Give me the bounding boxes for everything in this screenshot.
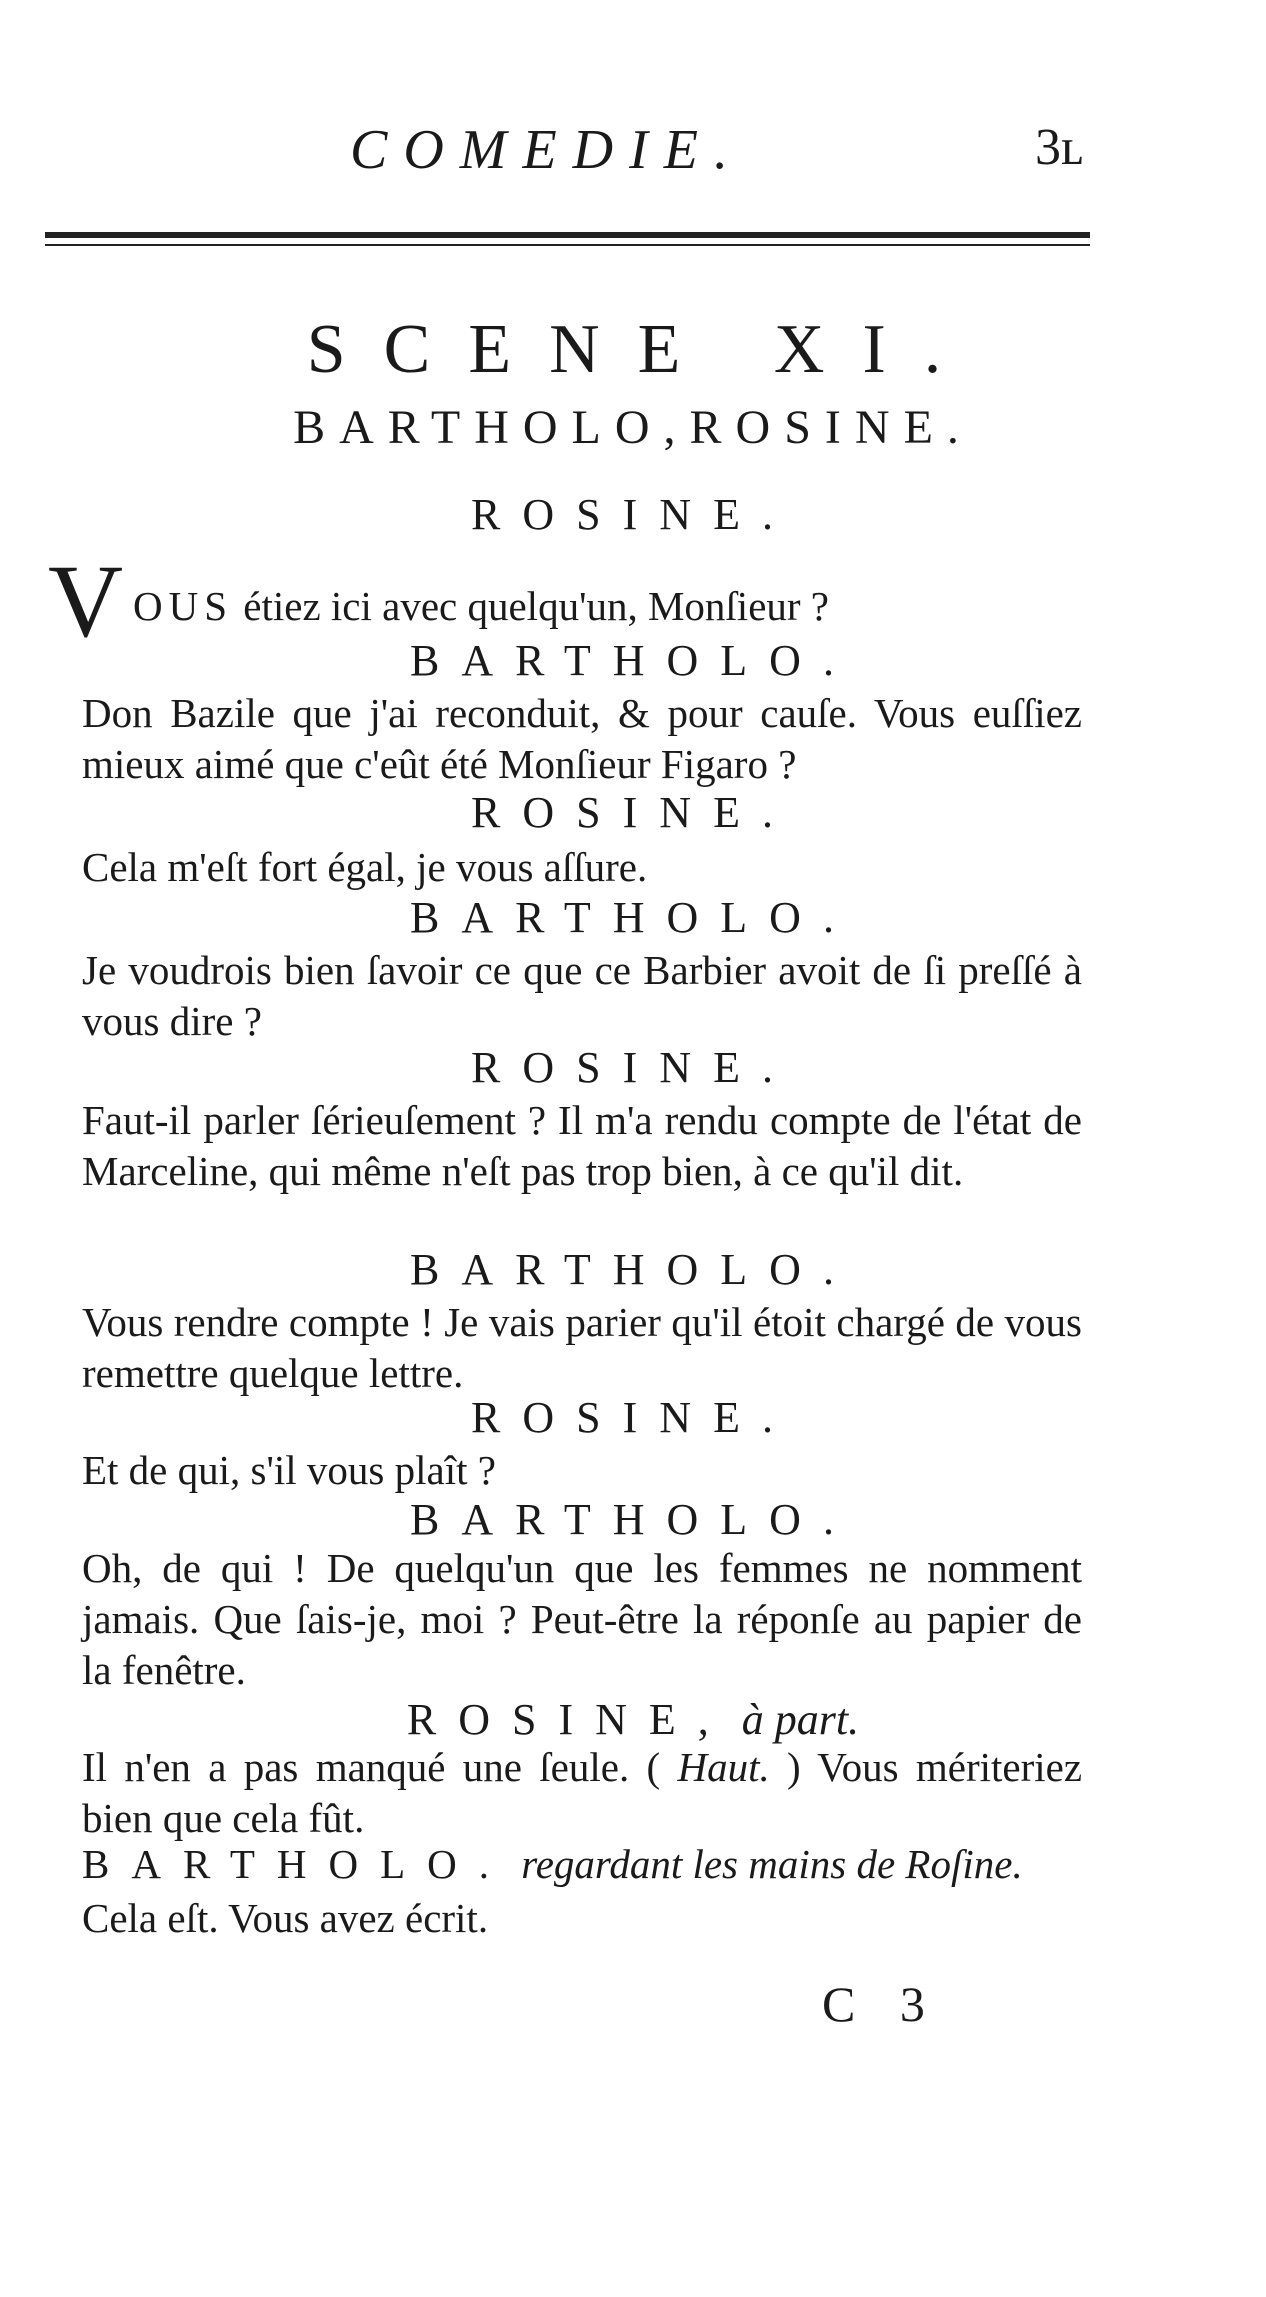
speaker-name: BARTHOLO. <box>410 1495 856 1544</box>
stage-direction: à part. <box>730 1695 860 1744</box>
speaker-name: BARTHOLO. <box>410 636 856 685</box>
speaker-name <box>0 1695 1266 1745</box>
speech: Vous rendre compte ! Je vais parier qu'il étoit chargé de vous remettre quelque lettre. <box>82 1299 1082 1396</box>
running-title: COMEDIE. <box>350 119 744 181</box>
speaker-name: BARTHOLO. <box>410 1245 856 1294</box>
speech: Je voudrois bien ſavoir ce que ce Barbier avoit de ſi preſſé à vous dire ? <box>82 947 1082 1044</box>
page-number: 3ʟ <box>1035 119 1084 176</box>
small-caps-opening: OUS <box>133 583 234 629</box>
header-rule-thin <box>45 244 1090 246</box>
speaker-name: ROSINE. <box>471 788 795 837</box>
signature-mark: C 3 <box>822 1976 941 2032</box>
cast-list: BARTHOLO,ROSINE. <box>293 401 973 454</box>
speaker-label: ROSINE, <box>406 1695 731 1744</box>
speech-text: ) Vous mériteriez bien que cela fût. <box>82 1744 1083 1841</box>
header-rule <box>45 232 1090 238</box>
speaker-label: BARTHOLO. <box>82 1841 512 1887</box>
speech: Et de qui, s'il vous plaît ? <box>82 1447 496 1493</box>
speaker-name: ROSINE. <box>471 490 795 539</box>
scene-heading: SCENE XI. <box>306 311 980 388</box>
speaker-name <box>82 1840 1092 1888</box>
aside-direction: Haut. <box>660 1744 770 1790</box>
drop-cap: V <box>48 544 124 659</box>
speech-line <box>133 582 829 630</box>
speech: Cela eſt. Vous avez écrit. <box>82 1895 489 1941</box>
speaker-name: ROSINE. <box>471 1393 795 1442</box>
speech <box>82 1742 1082 1844</box>
running-head <box>0 118 1266 188</box>
speech-text: Il n'en a pas manqué une ſeule. ( <box>82 1744 661 1790</box>
speaker-name: BARTHOLO. <box>410 893 856 942</box>
stage-direction: regardant les mains de Roſine. <box>511 1841 1023 1887</box>
speech: Oh, de qui ! De quelqu'un que les femmes ne nomment jamais. Que ſais-je, moi ? Peut-être la réponſe au papier de la fenêtre. <box>82 1545 1082 1693</box>
speech: Cela m'eſt fort égal, je vous aſſure. <box>82 844 648 890</box>
speech: Faut-il parler ſérieuſement ? Il m'a rendu compte de l'état de Marceline, qui même n'eſt pas trop bien, à ce qu'il dit. <box>82 1097 1082 1194</box>
speech-text: étiez ici avec quelqu'un, Monſieur ? <box>233 583 829 629</box>
speech: Don Bazile que j'ai reconduit, & pour cauſe. Vous euſſiez mieux aimé que c'eût été Monſieur Figaro ? <box>82 690 1082 787</box>
speaker-name: ROSINE. <box>471 1043 795 1092</box>
